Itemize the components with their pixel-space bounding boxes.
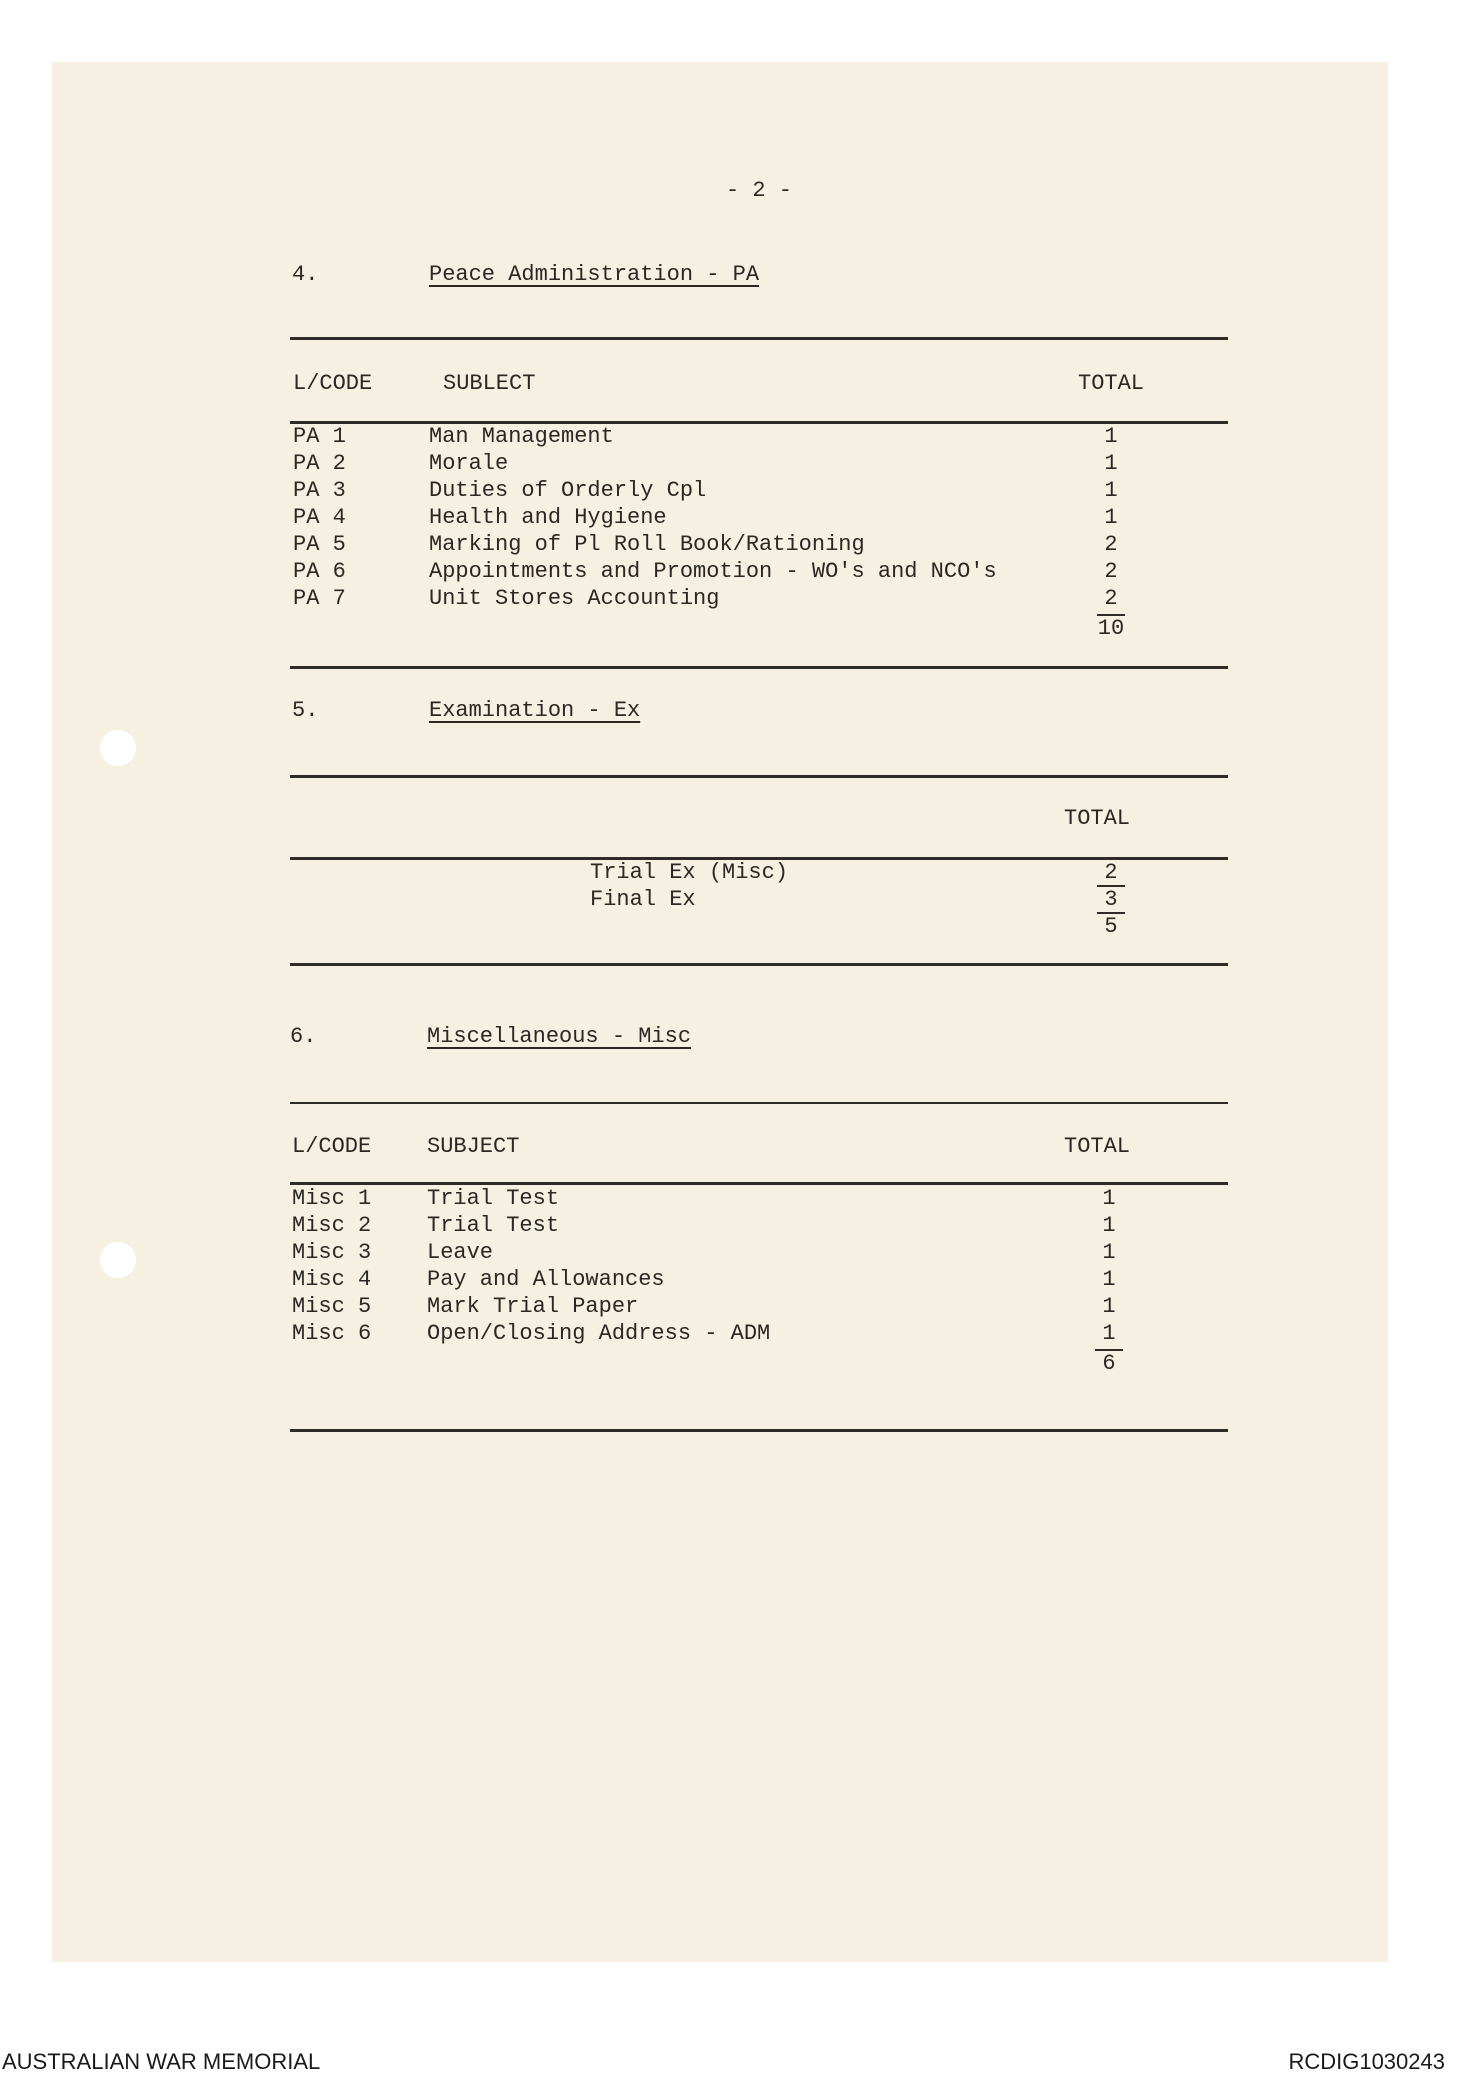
row-total: 2 (1104, 860, 1118, 885)
header-subject: SUBJECT (427, 1134, 520, 1159)
section-number: 4. (292, 262, 319, 287)
section-number: 6. (290, 1024, 317, 1049)
punch-hole (100, 730, 136, 766)
divider (290, 775, 1228, 778)
row-subject: Duties of Orderly Cpl (429, 478, 707, 503)
row-total: 1 (1104, 505, 1118, 530)
section-title: Peace Administration - PA (429, 262, 760, 287)
row-code: PA 7 (293, 586, 346, 611)
row-code: PA 3 (293, 478, 346, 503)
punch-hole (100, 1242, 136, 1278)
section-number: 5. (292, 698, 319, 723)
row-code: Misc 1 (292, 1186, 372, 1211)
row-total: 2 (1104, 586, 1118, 611)
row-code: Misc 6 (292, 1321, 372, 1346)
row-total: 1 (1102, 1294, 1116, 1319)
row-total: 1 (1104, 424, 1118, 449)
row-total: 1 (1104, 451, 1118, 476)
row-code: PA 4 (293, 505, 346, 530)
row-code: PA 2 (293, 451, 346, 476)
divider (290, 666, 1228, 669)
paper-sheet (52, 62, 1388, 1962)
header-code: L/CODE (293, 371, 373, 396)
row-subject: Trial Test (427, 1186, 560, 1211)
header-code: L/CODE (292, 1134, 372, 1159)
row-code: PA 5 (293, 532, 346, 557)
row-subject: Unit Stores Accounting (429, 586, 720, 611)
row-code: PA 1 (293, 424, 346, 449)
row-code: Misc 4 (292, 1267, 372, 1292)
header-total: TOTAL (1064, 806, 1131, 831)
divider (290, 1102, 1228, 1104)
row-subject: Health and Hygiene (429, 505, 667, 530)
row-code: PA 6 (293, 559, 346, 584)
row-total: 2 (1104, 559, 1118, 584)
row-subject: Open/Closing Address - ADM (427, 1321, 771, 1346)
archive-credit: AUSTRALIAN WAR MEMORIAL (2, 2049, 321, 2074)
row-code: Misc 3 (292, 1240, 372, 1265)
row-total: 1 (1104, 478, 1118, 503)
header-total: TOTAL (1078, 371, 1145, 396)
row-subject: Marking of Pl Roll Book/Rationing (429, 532, 865, 557)
section-title: Miscellaneous - Misc (427, 1024, 692, 1049)
row-subject: Trial Ex (Misc) (590, 860, 789, 885)
header-total: TOTAL (1064, 1134, 1131, 1159)
row-total: 1 (1102, 1267, 1116, 1292)
row-total: 1 (1102, 1186, 1116, 1211)
section-sum: 5 (1104, 914, 1118, 939)
header-subject: SUBLECT (443, 371, 536, 396)
row-total: 1 (1102, 1321, 1116, 1346)
row-total: 2 (1104, 532, 1118, 557)
row-subject: Final Ex (590, 887, 696, 912)
archive-id: RCDIG1030243 (1288, 2049, 1445, 2074)
row-subject: Man Management (429, 424, 614, 449)
section-sum: 10 (1097, 616, 1125, 641)
row-code: Misc 5 (292, 1294, 372, 1319)
section-sum: 6 (1102, 1351, 1116, 1376)
divider (290, 963, 1228, 966)
section-title: Examination - Ex (429, 698, 641, 723)
row-subject: Appointments and Promotion - WO's and NCO's (429, 559, 997, 584)
row-total: 1 (1102, 1213, 1116, 1238)
row-subject: Leave (427, 1240, 494, 1265)
row-subject: Mark Trial Paper (427, 1294, 639, 1319)
row-total: 3 (1104, 887, 1118, 912)
divider (290, 1429, 1228, 1432)
page-number: - 2 - (726, 178, 793, 203)
row-subject: Morale (429, 451, 509, 476)
row-subject: Trial Test (427, 1213, 560, 1238)
row-total: 1 (1102, 1240, 1116, 1265)
row-subject: Pay and Allowances (427, 1267, 665, 1292)
divider (290, 1182, 1228, 1185)
divider (290, 337, 1228, 340)
row-code: Misc 2 (292, 1213, 372, 1238)
